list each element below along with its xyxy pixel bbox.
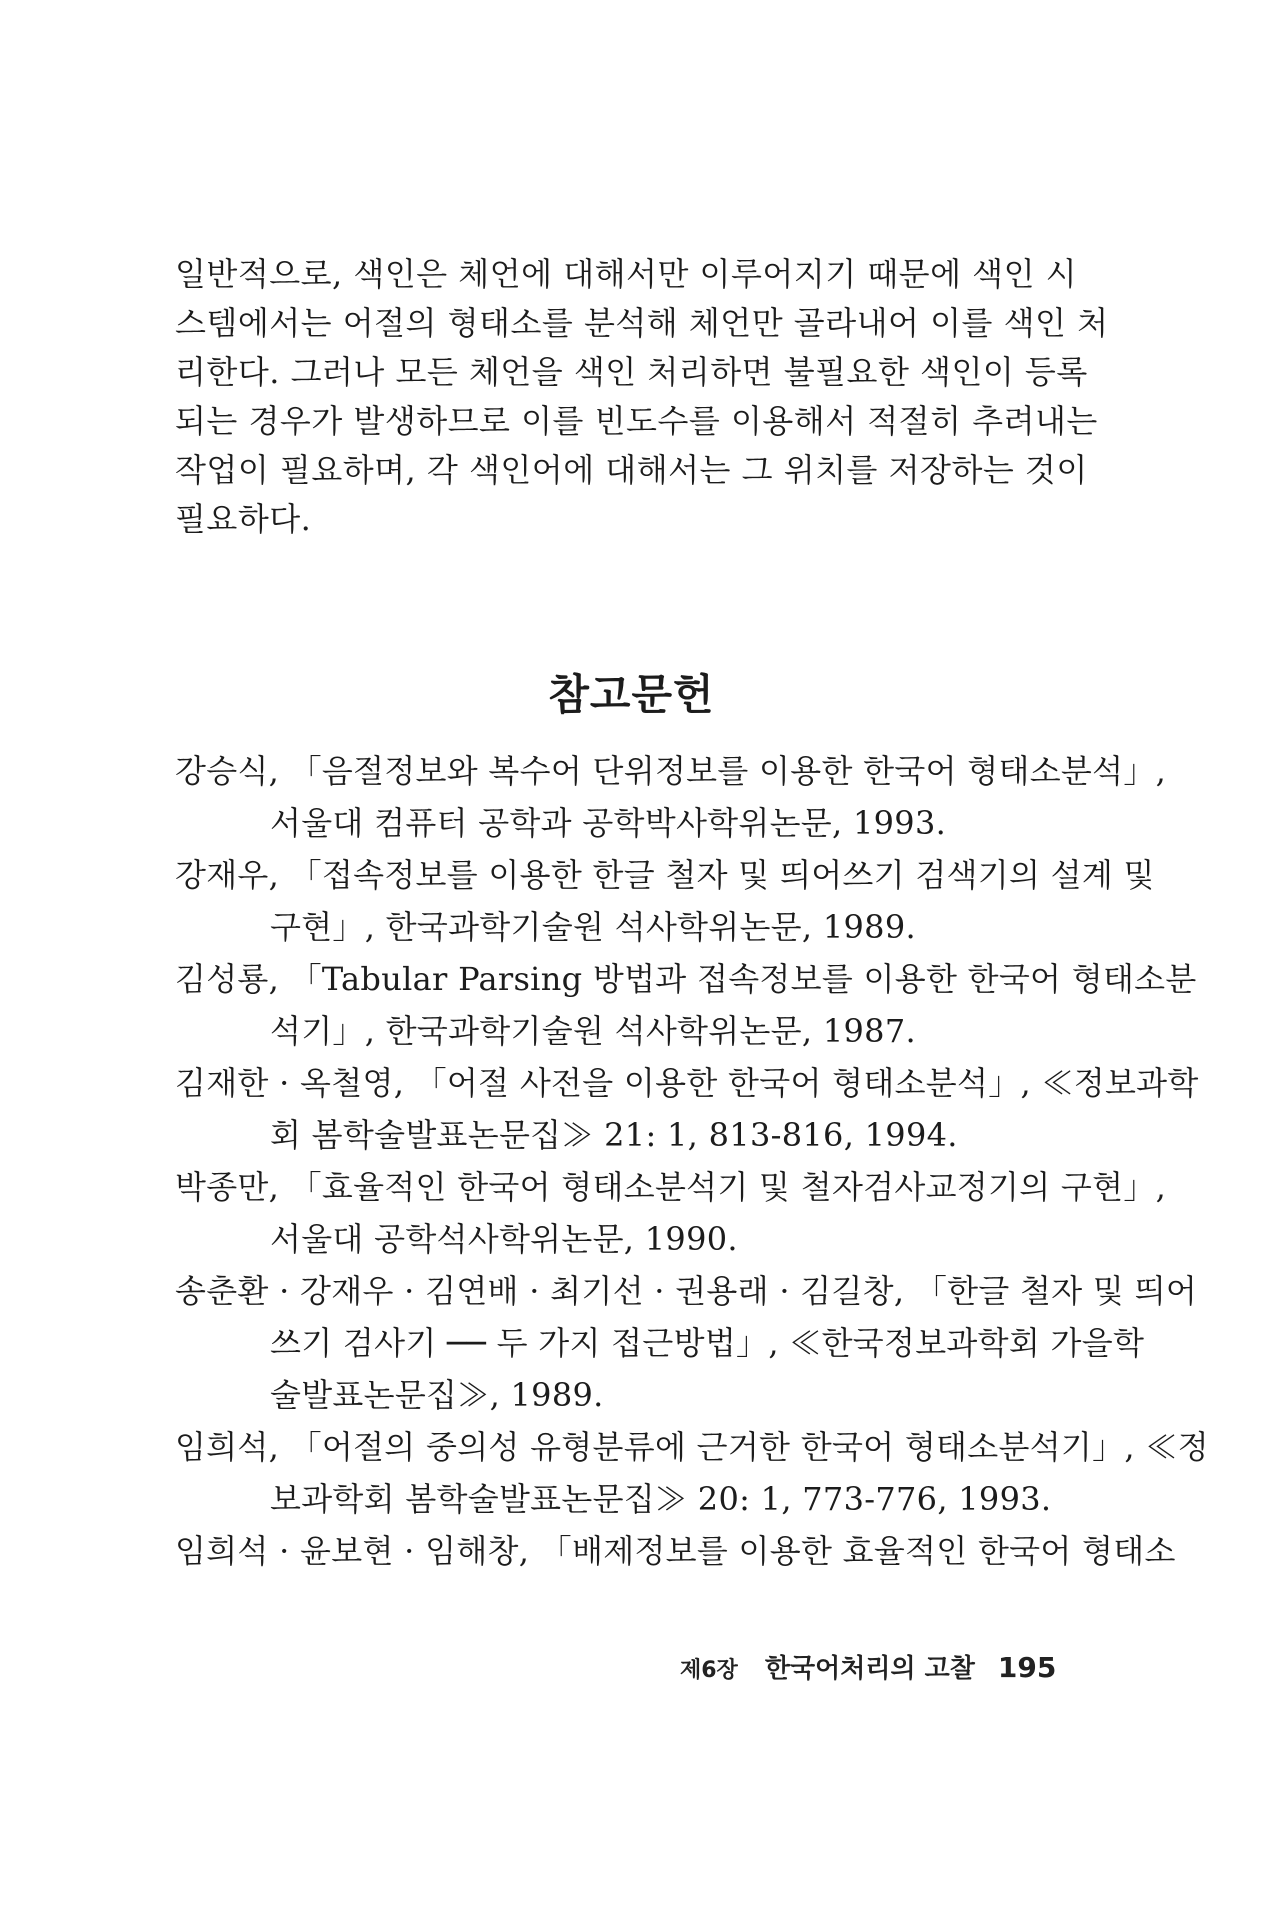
reference-line: 석기」, 한국과학기술원 석사학위논문, 1987. xyxy=(270,1012,916,1050)
reference-line: 임희석 · 윤보현 · 임해창, 「배제정보를 이용한 효율적인 한국어 형태소 xyxy=(175,1532,1176,1570)
reference-entry xyxy=(175,745,1167,849)
reference-line: 쓰기 검사기 ── 두 가지 접근방법」, ≪한국정보과학회 가을학 xyxy=(270,1324,1145,1362)
reference-entry xyxy=(175,1057,1199,1161)
reference-entry xyxy=(175,1265,1198,1421)
reference-line: 강재우, 「접속정보를 이용한 한글 철자 및 띄어쓰기 검색기의 설계 및 xyxy=(175,856,1155,894)
paragraph-line: 스템에서는 어절의 형태소를 분석해 체언만 골라내어 이를 색인 처 xyxy=(175,304,1109,342)
reference-list xyxy=(175,745,1209,1577)
reference-line: 서울대 컴퓨터 공학과 공학박사학위논문, 1993. xyxy=(270,804,947,842)
reference-line: 김재한 · 옥철영, 「어절 사전을 이용한 한국어 형태소분석」, ≪정보과학 xyxy=(175,1064,1199,1102)
reference-entry xyxy=(175,849,1155,953)
reference-line: 서울대 공학석사학위논문, 1990. xyxy=(270,1220,738,1258)
page-footer xyxy=(680,1648,1057,1685)
reference-entry xyxy=(175,1525,1176,1577)
reference-line: 김성룡, 「Tabular Parsing 방법과 접속정보를 이용한 한국어 형태소분 xyxy=(175,960,1197,998)
page-number: 195 xyxy=(997,1651,1057,1684)
reference-line: 임희석, 「어절의 중의성 유형분류에 근거한 한국어 형태소분석기」, ≪정 xyxy=(175,1428,1209,1466)
body-paragraph xyxy=(175,250,1109,544)
reference-line: 송춘환 · 강재우 · 김연배 · 최기선 · 권용래 · 김길창, 「한글 철자 및 띄어 xyxy=(175,1272,1198,1310)
reference-line: 박종만, 「효율적인 한국어 형태소분석기 및 철자검사교정기의 구현」, xyxy=(175,1168,1167,1206)
paragraph-line: 되는 경우가 발생하므로 이를 빈도수를 이용해서 적절히 추려내는 xyxy=(175,402,1098,440)
chapter-title: 한국어처리의 고찰 xyxy=(764,1654,975,1684)
reference-entry xyxy=(175,1161,1167,1265)
reference-line: 술발표논문집≫, 1989. xyxy=(270,1376,604,1414)
reference-line: 구현」, 한국과학기술원 석사학위논문, 1989. xyxy=(270,908,916,946)
reference-line: 회 봄학술발표논문집≫ 21: 1, 813-816, 1994. xyxy=(270,1116,958,1154)
reference-line: 강승식, 「음절정보와 복수어 단위정보를 이용한 한국어 형태소분석」, xyxy=(175,752,1167,790)
reference-line: 보과학회 봄학술발표논문집≫ 20: 1, 773-776, 1993. xyxy=(270,1480,1052,1518)
reference-entry xyxy=(175,1421,1209,1525)
chapter-label: 제6장 xyxy=(680,1658,738,1683)
paragraph-line: 리한다. 그러나 모든 체언을 색인 처리하면 불필요한 색인이 등록 xyxy=(175,353,1088,391)
reference-entry xyxy=(175,953,1197,1057)
paragraph-line: 필요하다. xyxy=(175,500,312,538)
paragraph-line: 작업이 필요하며, 각 색인어에 대해서는 그 위치를 저장하는 것이 xyxy=(175,451,1088,489)
paragraph-line: 일반적으로, 색인은 체언에 대해서만 이루어지기 때문에 색인 시 xyxy=(175,255,1078,293)
section-title: 참고문헌 xyxy=(548,670,715,719)
